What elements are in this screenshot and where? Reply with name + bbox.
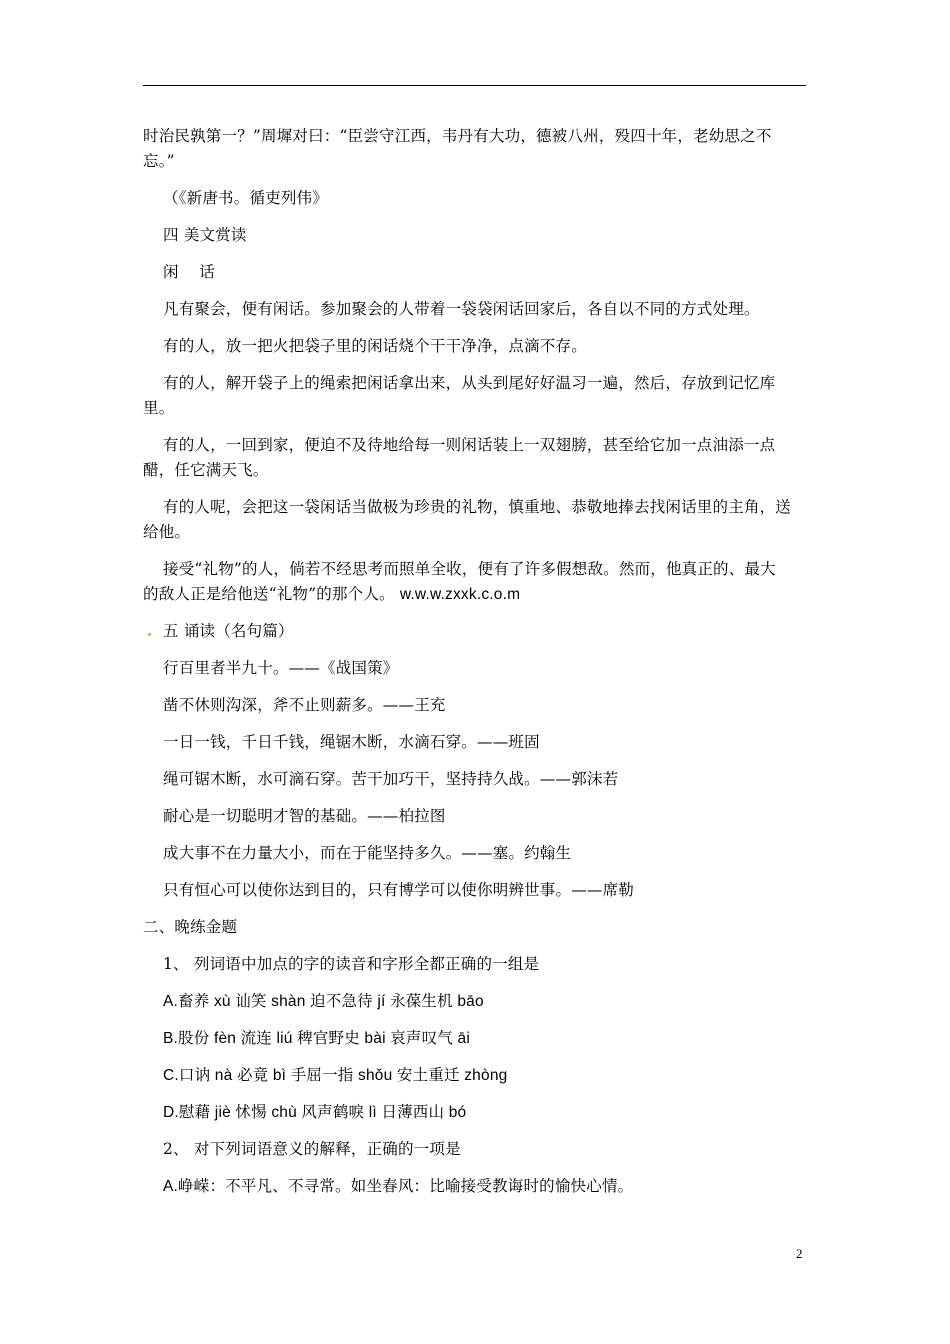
paragraph-line-1: [143, 124, 806, 149]
quote-1: 行百里者半九十。——《战国策》: [163, 659, 399, 677]
section-heading-5: 五 诵读（名句篇）: [163, 622, 294, 640]
essay-paragraph-5: 有的人呢，会把这一袋闲话当做极为珍贵的礼物，慎重地、恭敬地捧去找闲话里的主角，送: [163, 498, 792, 516]
header-rule: [143, 85, 806, 86]
essay-paragraph-3: 有的人，解开袋子上的绳索把闲话拿出来，从头到尾好好温习一遍，然后，存放到记忆库: [163, 374, 776, 392]
quote-4: 绳可锯木断，水可滴石穿。苦干加巧干，坚持持久战。——郭沫若: [163, 770, 619, 788]
section-heading-evening: 二、晚练金题: [143, 918, 238, 936]
quote-7: 只有恒心可以使你达到目的，只有博学可以使你明辨世事。——席勒: [163, 881, 635, 899]
marker-dot: [148, 633, 151, 636]
essay-paragraph-1: 凡有聚会，便有闲话。参加聚会的人带着一袋袋闲话回家后，各自以不同的方式处理。: [163, 300, 760, 318]
essay-paragraph-5-cont: 给他。: [143, 523, 191, 541]
quote-3: 一日一钱，千日千钱，绳锯木断，水滴石穿。——班固: [163, 733, 540, 751]
question-2: 2、 对下列词语意义的解释，正确的一项是: [163, 1140, 461, 1158]
section-heading-4: 四 美文赏读: [163, 226, 247, 244]
text-fragment: 忘。”: [143, 152, 175, 170]
paragraph-line-1-cont: [143, 149, 806, 174]
essay-paragraph-4-cont: 醋，任它满天飞。: [143, 461, 269, 479]
essay-title: 闲 话: [163, 263, 215, 281]
question-1-option-d: D.慰藉 jiè 怵惕 chù 风声鹤唳 lì 日薄西山 bó: [163, 1104, 467, 1121]
essay-paragraph-3-cont: 里。: [143, 399, 175, 417]
quote-5: 耐心是一切聪明才智的基础。——柏拉图: [163, 807, 446, 825]
page-number: 2: [796, 1246, 803, 1261]
question-2-option-a: A.峥嵘：不平凡、不寻常。如坐春风：比喻接受教诲时的愉快心情。: [163, 1178, 634, 1195]
essay-paragraph-2: 有的人，放一把火把袋子里的闲话烧个干干净净，点滴不存。: [163, 337, 587, 355]
question-1-option-c: C.口讷 nà 必竟 bì 手屈一指 shǒu 安土重迁 zhòng: [163, 1067, 508, 1084]
question-1: 1、 列词语中加点的字的读音和字形全都正确的一组是: [163, 955, 540, 973]
question-1-option-b: B.股份 fèn 流连 liú 稗官野史 bài 哀声叹气 āi: [163, 1030, 470, 1047]
watermark-url: w.w.w.zxxk.c.o.m: [399, 586, 521, 603]
question-1-option-a: A.畜养 xù 讪笑 shàn 迫不急待 jí 永葆生机 bāo: [163, 993, 484, 1010]
quote-2: 凿不休则沟深，斧不止则薪多。——王充: [163, 696, 446, 714]
text-fragment: 时治民孰第一？”周墀对曰：“臣尝守江西，韦丹有大功，德被八州，殁四十年，老幼思之不: [143, 127, 772, 145]
essay-paragraph-6-cont: 的敌人正是给他送“礼物”的那个人。 w.w.w.zxxk.c.o.m: [143, 585, 521, 603]
citation: （《新唐书。循吏列伟》: [163, 189, 328, 207]
quote-6: 成大事不在力量大小，而在于能坚持多久。——塞。约翰生: [163, 844, 572, 862]
essay-paragraph-4: 有的人，一回到家，便迫不及待地给每一则闲话装上一双翅膀，甚至给它加一点油添一点: [163, 436, 776, 454]
essay-paragraph-6: 接受“礼物”的人，倘若不经思考而照单全收，便有了许多假想敌。然而，他真正的、最大: [163, 560, 776, 578]
